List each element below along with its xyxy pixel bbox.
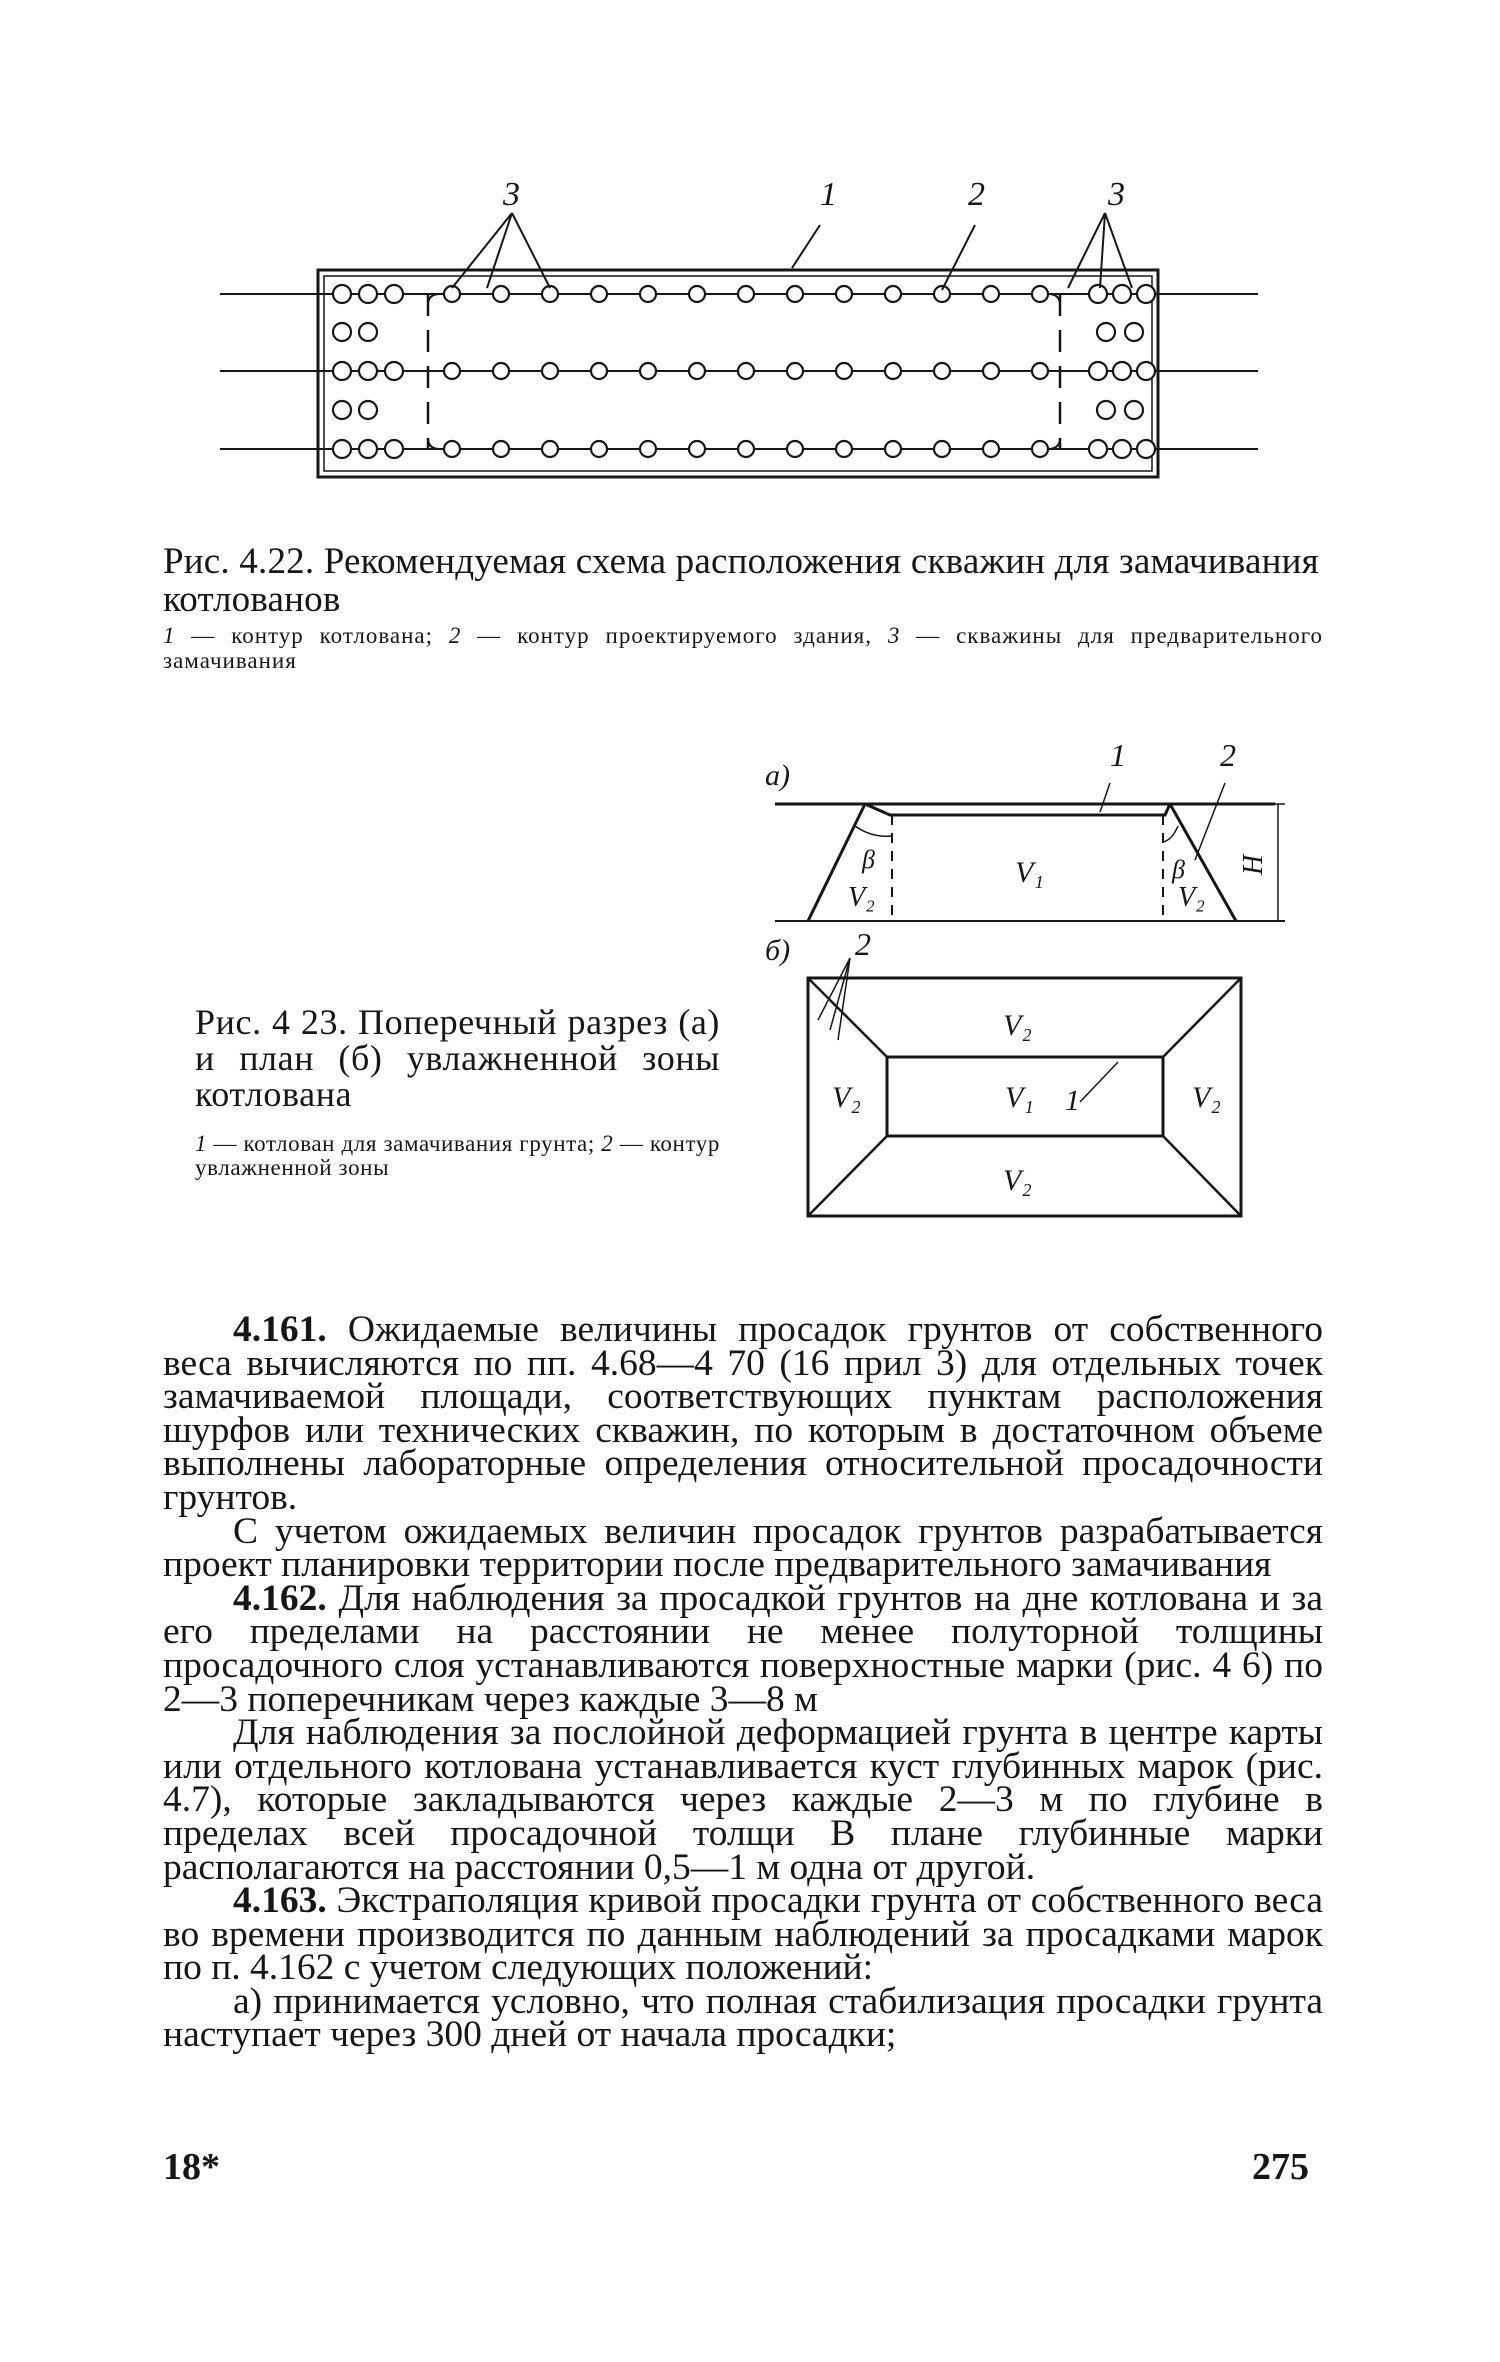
paragraph-4-163-a (163, 1980, 1323, 2056)
leader-1-a (1100, 783, 1110, 812)
figure-4-23-legend (195, 1132, 720, 1180)
label-beta-right: β (1172, 855, 1185, 884)
legend-2-text: — контур проектируемого здания, (477, 623, 872, 648)
legend-4-23-2-text: — контур увлажненной зоны (195, 1131, 720, 1180)
para-text-4-162: Для наблюдения за просадкой грунтов на дне котлована и за его пределами на расстоянии не менее полуторной толщины просадочного слоя устанавливаются поверхностные марки (рис. 4 6) по 2—3 поперечникам через каждые 3—8 м (163, 1577, 1323, 1720)
legend-3-num: 3 (887, 623, 901, 648)
label-v2-bottom-b: V₂ (1003, 1164, 1032, 1197)
label-1-b: 1 (1065, 1084, 1080, 1117)
beta-arc-left (855, 826, 892, 836)
para-num-4-162: 4.162. (233, 1577, 327, 1619)
figure-4-23-caption: Рис. 4 23. Поперечный разрез (а) и план (б) увлажненной зоны котлована (195, 1002, 720, 1114)
legend-4-23-1-num: 1 (195, 1131, 208, 1156)
part-a-label: а) (765, 759, 790, 792)
legend-4-23-2-num: 2 (601, 1131, 614, 1156)
label-v1-b: V₁ (1005, 1081, 1034, 1114)
label-v2-right-b: V₂ (1192, 1081, 1221, 1114)
label-v2-top-b: V₂ (1003, 1009, 1032, 1042)
legend-3-text: — скважины для предварительного замачивания (163, 623, 1324, 673)
paragraph-4-161-b (163, 1510, 1323, 1586)
para-text-4-161: Ожидаемые величины просадок грунтов от собственного веса вычисляются по пп. 4.68—4 70 (16 прил 3) для отдельных точек замачиваемой площади, соответствующих пунктам расположения шурфов или технических скважин, по которым в достаточном объеме выполнены лабораторные определения относительной просадочности грунтов. (163, 1309, 1324, 1518)
pit-section (865, 804, 1170, 815)
label-2-a: 2 (1220, 737, 1236, 773)
legend-4-23-1-text: — котлован для замачивания грунта; (213, 1131, 595, 1156)
para-text-4-163-a: а) принимается условно, что полная стабилизация просадки грунта наступает через 300 дней от начала просадки; (163, 1980, 1323, 2056)
paragraph-4-161 (163, 1309, 1324, 1518)
label-2-b: 2 (855, 926, 871, 962)
label-2: 2 (968, 176, 985, 213)
label-v1-a: V₁ (1015, 856, 1044, 889)
figure-4-22-caption: Рис. 4.22. Рекомендуемая схема расположения скважин для замачивания котлованов (163, 541, 1319, 620)
para-text-4-161-b: С учетом ожидаемых величин просадок грунтов разрабатывается проект планировки территории после предварительного замачивания (163, 1510, 1323, 1586)
para-num-4-163: 4.163. (233, 1880, 327, 1922)
label-3-left: 3 (503, 176, 520, 213)
paragraph-4-162-b (163, 1712, 1323, 1888)
label-v2-left-b: V₂ (832, 1081, 861, 1114)
leader-2-a (1195, 783, 1225, 860)
signature-mark: 18* (163, 2146, 220, 2188)
body-text (163, 1309, 1324, 2056)
para-num-4-161: 4.161. (233, 1309, 327, 1350)
page-number: 275 (1252, 2146, 1309, 2188)
leader-1-b (1080, 1062, 1118, 1102)
leader-2-b (818, 958, 850, 1040)
label-h: H (1238, 854, 1269, 875)
paragraph-4-163 (163, 1880, 1323, 1989)
label-v2-right-a: V₂ (1178, 882, 1205, 913)
part-b-label: б) (765, 934, 791, 967)
para-text-4-163: Экстраполяция кривой просадки грунта от собственного веса во времени производится по данным наблюдений за просадками марок по п. 4.162 с учетом следующих положений: (163, 1880, 1323, 1989)
paragraph-4-162 (163, 1577, 1323, 1720)
beta-arc-right (1163, 826, 1178, 842)
label-1: 1 (820, 176, 837, 213)
legend-1-num: 1 (163, 623, 176, 648)
label-3-right: 3 (1108, 176, 1125, 213)
para-text-4-162-b: Для наблюдения за послойной деформацией грунта в центре карты или отдельного котлована устанавливается куст глубинных марок (рис. 4.7), которые закладываются через каждые 2—3 м по глубине в пределах всей просадочной толщи В плане глубинные марки располагаются на расстоянии 0,5—1 м одна от другой. (163, 1712, 1323, 1888)
legend-2-num: 2 (448, 623, 462, 648)
label-v2-left-a: V₂ (848, 882, 875, 913)
label-beta-left: β (862, 845, 875, 874)
legend-1-text: — контур котлована; (191, 623, 433, 648)
label-1-a: 1 (1110, 737, 1126, 773)
